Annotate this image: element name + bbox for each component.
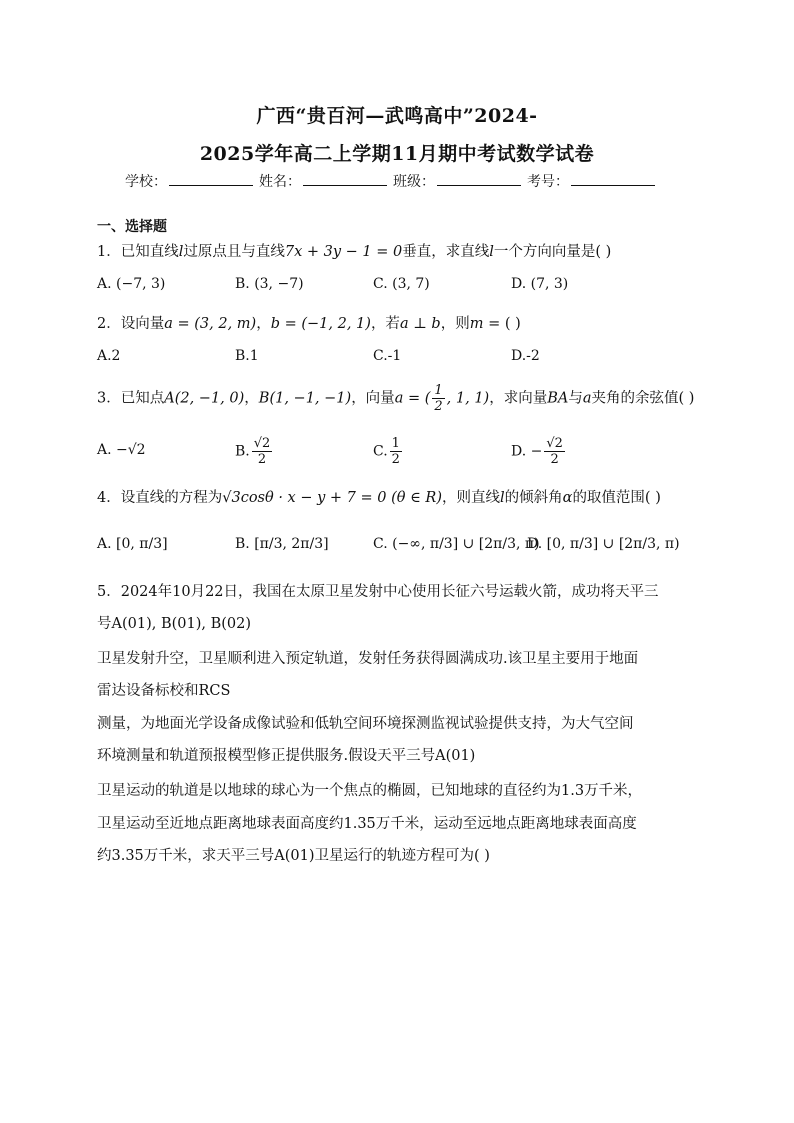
q2-post-pre: ，则: [440, 316, 470, 332]
q4-eq: √3cosθ · x − y + 7 = 0 (θ ∈ R): [222, 490, 442, 506]
q2-option-b[interactable]: B.1: [235, 348, 259, 364]
q3-option-a[interactable]: A. −√2: [97, 442, 146, 458]
q2-option-c[interactable]: C.-1: [373, 348, 402, 364]
q3-point-a: A(2, −1, 0): [164, 390, 245, 407]
student-info-row: [125, 171, 661, 191]
exam-title-line1: 广西“贵百河—武鸣高中”2024-: [256, 105, 538, 127]
q4-option-c[interactable]: C. (−∞, π/3] ∪ [2π/3, π): [373, 536, 540, 552]
class-blank[interactable]: [437, 171, 521, 186]
q3-half-num: 1: [434, 383, 443, 398]
q1-mid2: 垂直，求直线: [402, 244, 490, 260]
q3-mid: ，求向量: [489, 390, 548, 407]
q3-option-c-label: C.: [373, 443, 388, 460]
q3-vector-a2: a: [582, 390, 592, 407]
name-label: 姓名：: [259, 174, 301, 190]
q4-option-a[interactable]: A. [0, π/3]: [97, 536, 168, 552]
q3-option-b-den: 2: [257, 452, 267, 467]
q3-option-c[interactable]: [373, 436, 404, 467]
q3-option-b[interactable]: [235, 436, 274, 467]
q3-option-d-label: D. −: [511, 443, 543, 460]
q1-option-a[interactable]: A. (−7, 3): [97, 276, 166, 292]
q4-mid2: 的倾斜角: [504, 490, 563, 506]
q3-vector-a: a: [394, 390, 404, 407]
q3-option-d[interactable]: [511, 436, 567, 467]
q2-pre: 2．设向量: [97, 316, 165, 332]
q3-half: [432, 383, 444, 414]
q3-option-c-frac: [390, 436, 402, 467]
q3-option-d-frac: [544, 436, 565, 467]
q1-option-b[interactable]: B. (3, −7): [235, 276, 304, 292]
q4-post: 的取值范围( ): [572, 490, 661, 506]
q2-m: m: [469, 316, 484, 332]
school-blank[interactable]: [169, 171, 253, 186]
question-1: [97, 240, 611, 261]
q5-line-6: 环境测量和轨道预报模型修正提供服务.假设天平三号A(01): [97, 748, 476, 764]
q4-option-b[interactable]: B. [π/3, 2π/3]: [235, 536, 329, 552]
school-label: 学校：: [125, 174, 167, 190]
q1-mid: 过原点且与直线: [183, 244, 285, 260]
class-label: 班级：: [393, 174, 435, 190]
q1-l2: l: [489, 244, 494, 260]
number-label: 考号：: [527, 174, 569, 190]
q3-pre: 3．已知点: [97, 390, 165, 407]
q2-post: = ( ): [483, 316, 521, 332]
q2-cond-pre: ，若: [370, 316, 400, 332]
q1-post: 一个方向向量是( ): [493, 244, 612, 260]
q3-option-c-den: 2: [391, 452, 400, 467]
q2-option-a[interactable]: A.2: [97, 348, 121, 364]
section-heading: 一、选择题: [97, 219, 167, 235]
q5-line-8: 卫星运动至近地点距离地球表面高度约1.35万千米，运动至远地点距离地球表面高度: [97, 816, 637, 832]
q5-line-5: 测量，为地面光学设备成像试验和低轨空间环境探测监视试验提供支持，为大气空间: [97, 716, 634, 732]
q1-option-c[interactable]: C. (3, 7): [373, 276, 430, 292]
q3-vec-pre: ，向量: [351, 390, 395, 407]
q3-option-d-den: 2: [550, 452, 559, 467]
q3-option-c-num: 1: [391, 436, 400, 451]
question-3: [97, 383, 694, 414]
q4-pre: 4．设直线的方程为: [97, 490, 223, 506]
q5-line-7: 卫星运动的轨道是以地球的球心为一个焦点的椭圆，已知地球的直径约为1.3万千米，: [97, 783, 643, 799]
q4-mid: ，则直线: [442, 490, 500, 506]
q5-line-1: 5．2024年10月22日，我国在太原卫星发射中心使用长征六号运载火箭，成功将天平三: [97, 584, 659, 600]
q1-eq: 7x + 3y − 1 = 0: [284, 244, 403, 260]
q5-line-3: 卫星发射升空，卫星顺利进入预定轨道，发射任务获得圆满成功.该卫星主要用于地面: [97, 651, 639, 667]
q1-pre: 1．已知直线: [97, 244, 179, 260]
q3-eq-rest: , 1, 1): [446, 390, 490, 407]
q3-post: 夹角的余弦值( ): [591, 390, 695, 407]
q5-line-2: 号A(01), B(01), B(02): [97, 616, 252, 632]
q3-sep: ，: [244, 390, 259, 407]
q3-option-b-num: √2: [253, 436, 271, 451]
q4-option-d[interactable]: D. [0, π/3] ∪ [2π/3, π): [527, 536, 680, 552]
q2-sep: ，: [256, 316, 271, 332]
q3-vector-ba: BA: [547, 390, 569, 407]
q5-line-4: 雷达设备标校和RCS: [97, 683, 231, 699]
q4-alpha: α: [562, 490, 573, 506]
q2-cond: a ⊥ b: [399, 316, 441, 332]
q3-option-b-label: B.: [235, 443, 250, 460]
q3-and: 与: [568, 390, 583, 407]
q2-option-d[interactable]: D.-2: [511, 348, 540, 364]
q2-vector-b: b = (−1, 2, 1): [270, 316, 371, 332]
number-blank[interactable]: [571, 171, 655, 186]
q2-vector-a: a = (3, 2, m): [164, 316, 257, 332]
q3-eq-open: = (: [403, 390, 431, 407]
q5-line-9: 约3.35万千米，求天平三号A(01)卫星运行的轨迹方程可为( ): [97, 848, 490, 864]
q3-option-d-num: √2: [546, 436, 563, 451]
question-2: [97, 312, 521, 333]
q3-point-b: B(1, −1, −1): [258, 390, 352, 407]
q3-half-den: 2: [434, 399, 443, 414]
q1-option-d[interactable]: D. (7, 3): [511, 276, 569, 292]
question-4: [97, 486, 661, 507]
q4-l: l: [500, 490, 505, 506]
exam-title-line2: 2025学年高二上学期11月期中考试数学试卷: [199, 143, 595, 165]
name-blank[interactable]: [303, 171, 387, 186]
q3-option-b-frac: [252, 436, 273, 467]
q1-l1: l: [178, 244, 184, 260]
